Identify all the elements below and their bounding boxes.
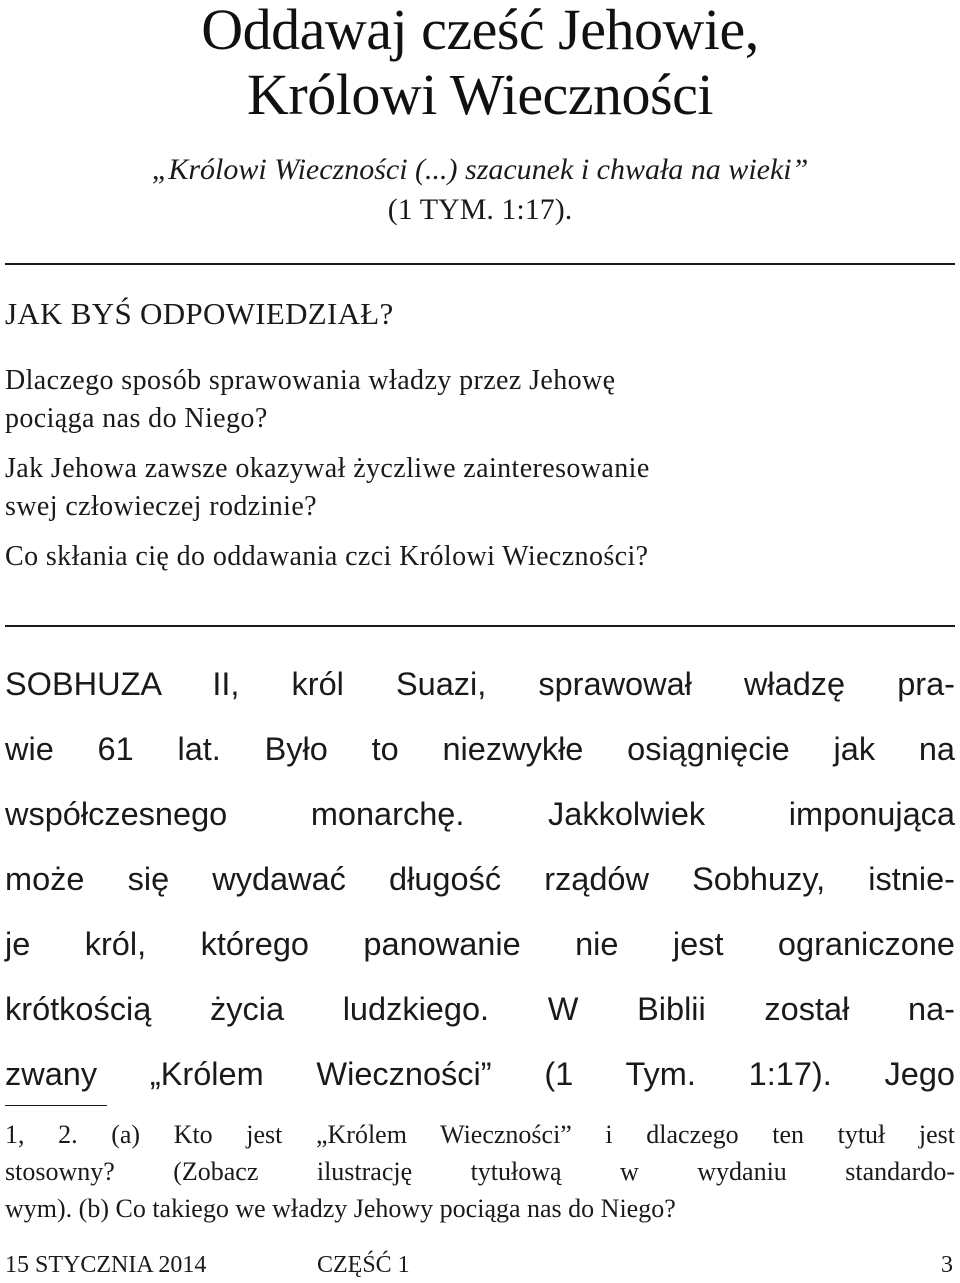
review-question-line: swej człowieczej rodzinie? [5,491,318,522]
article-title-line-1: Oddawaj cześć Jehowie, [201,0,759,62]
theme-quote: „Królowi Wieczności (...) szacunek i chwała na wieki” [151,153,809,186]
study-questions-footnote [5,1116,955,1227]
paragraph-line: zwany „Królem Wieczności” (1 Tym. 1:17). Jego [5,1056,955,1092]
divider-middle [5,625,955,627]
footnote-line: wym). (b) Co takiego we władzy Jehowy pociąga nas do Niego? [5,1194,676,1223]
article-title-line-2: Królowi Wieczności [247,62,713,127]
paragraph-line: krótkością życia ludzkiego. W Biblii został na- [5,991,955,1027]
review-question-line: Jak Jehowa zawsze okazywał życzliwe zainteresowanie [5,453,650,484]
paragraph-line: je król, którego panowanie nie jest ograniczone [5,926,955,962]
footnote-line: 1, 2. (a) Kto jest „Królem Wieczności” i dlaczego ten tytuł jest [5,1120,955,1149]
review-question-line: pociąga nas do Niego? [5,403,268,434]
review-question [5,362,925,438]
page-footer [5,1250,955,1280]
footer-date: 15 STYCZNIA 2014 [5,1252,207,1278]
divider-top [5,263,955,265]
review-question-line: Dlaczego sposób sprawowania władzy przez Jehowę [5,365,616,396]
review-question [5,450,925,526]
page-number: 3 [941,1252,953,1278]
review-questions [5,362,925,576]
theme-scripture [0,150,960,230]
footnote-line: stosowny? (Zobacz ilustrację tytułową w wydaniu standardo- [5,1157,955,1186]
paragraph-line: wie 61 lat. Było to niezwykłe osiągnięcie jak na [5,731,955,767]
review-question [5,538,925,576]
review-heading: JAK BYŚ ODPOWIEDZIAŁ? [5,296,394,331]
paragraph-line: SOBHUZA II, król Suazi, sprawował władzę pra- [5,666,955,702]
theme-reference: (1 TYM. 1:17). [387,193,573,226]
article-paragraph [5,652,955,1107]
footer-part: CZĘŚĆ 1 [317,1252,410,1278]
review-question-line: Co skłania cię do oddawania czci Królowi Wieczności? [5,541,649,572]
paragraph-line: współczesnego monarchę. Jakkolwiek imponująca [5,796,955,832]
footnote-divider [5,1105,107,1106]
paragraph-line: może się wydawać długość rządów Sobhuzy, istnie- [5,861,955,897]
